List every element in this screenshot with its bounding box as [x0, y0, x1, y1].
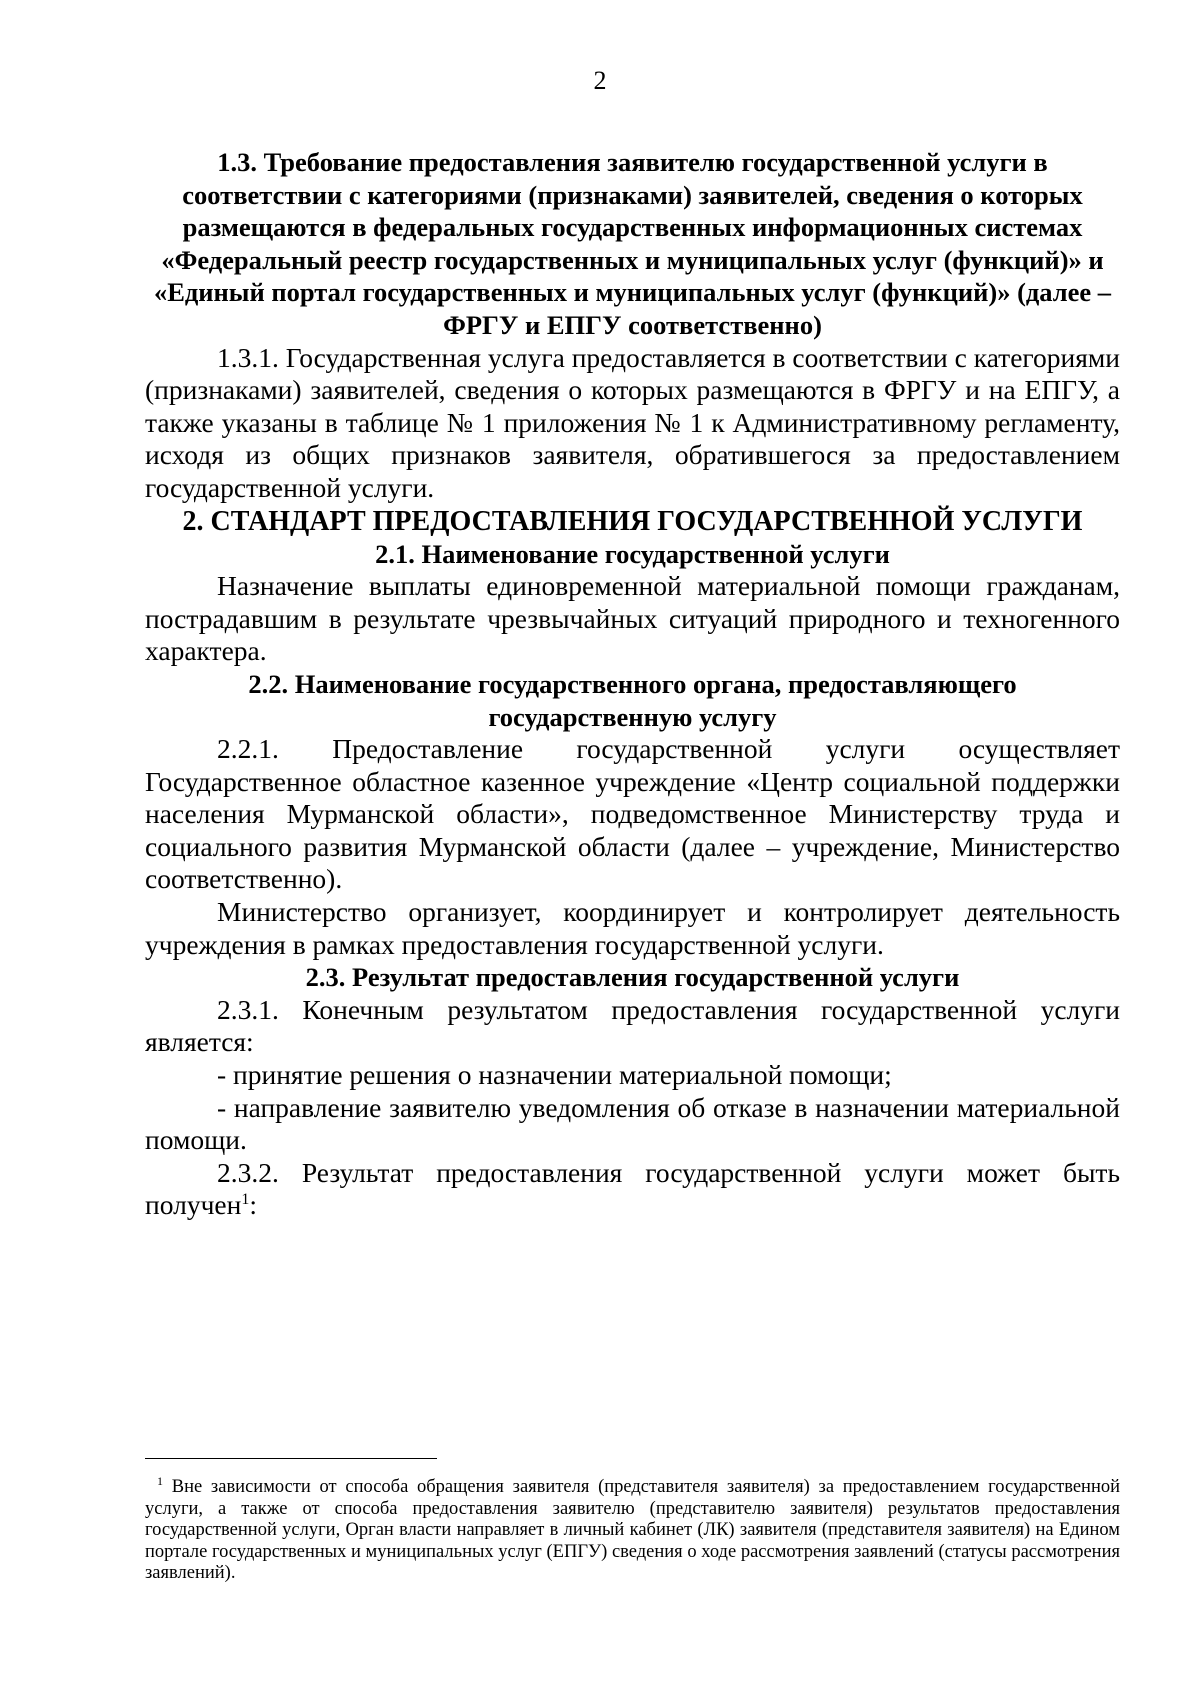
footnote-separator: [145, 1458, 437, 1459]
paragraph-2-3-1: 2.3.1. Конечным результатом предоставления государственной услуги является:: [145, 993, 1120, 1058]
paragraph-2-2-1-continued: Министерство организует, координирует и контролирует деятельность учреждения в рамках предоставления государственной услуги.: [145, 896, 1120, 960]
list-item-decision: - принятие решения о назначении материальной помощи;: [217, 1059, 892, 1091]
paragraph-2-3-2-text: 2.3.2. Результат предоставления государственной услуги может быть получен: [145, 1156, 1120, 1221]
page-content: [145, 146, 1120, 1222]
footnote: [145, 1473, 1120, 1585]
paragraph-2-3-2-end: :: [249, 1189, 257, 1221]
paragraph-2-1: Назначение выплаты единовременной материальной помощи гражданам, пострадавшим в результате чрезвычайных ситуаций природного и техногенного характера.: [145, 570, 1120, 667]
section-2-3-title: 2.3. Результат предоставления государственной услуги: [305, 962, 960, 993]
list-item-refusal-notice: - направление заявителю уведомления об отказе в назначении материальной помощи.: [145, 1091, 1120, 1156]
page-number: 2: [593, 66, 607, 95]
section-2-1-title: 2.1. Наименование государственной услуги: [375, 538, 890, 569]
paragraph-1-3-1: 1.3.1. Государственная услуга предоставляется в соответствии с категориями (признаками) заявителей, сведения о которых размещаются в ФРГУ и на ЕПГУ, а также указаны в таблице № 1 приложения № 1 к Административному регламенту, исходя из общих признаков заявителя, обратившегося за предоставлением государственной услуги.: [145, 341, 1120, 503]
footnote-mark: 1: [157, 1473, 163, 1488]
paragraph-2-3-2: [145, 1157, 1120, 1222]
section-1-3-title: 1.3. Требование предоставления заявителю государственной услуги в соответствии с категориями (признаками) заявителей, сведения о которых размещаются в федеральных государственных информационных системах «Федеральный реестр государственных и муниципальных услуг (функций)» и «Единый портал государственных и муниципальных услуг (функций)» (далее – ФРГУ и ЕПГУ соответственно): [153, 147, 1112, 340]
footnote-text: Вне зависимости от способа обращения заявителя (представителя заявителя) за предоставлением государственной услуги, а также от способа предоставления заявителю (представителю заявителя) результатов предоставления государственной услуги, Орган власти направляет в личный кабинет (ЛК) заявителя (представителя заявителя) на Едином портале государственных и муниципальных услуг (ЕПГУ) сведения о ходе рассмотрения заявлений (статусы рассмотрения заявлений).: [145, 1477, 1120, 1584]
chapter-2-title: 2. СТАНДАРТ ПРЕДОСТАВЛЕНИЯ ГОСУДАРСТВЕННОЙ УСЛУГИ: [182, 505, 1083, 537]
section-2-2-title: 2.2. Наименование государственного органа, предоставляющего государственную услугу: [248, 668, 1017, 732]
paragraph-2-2-1: 2.2.1. Предоставление государственной услуги осуществляет Государственное областное казенное учреждение «Центр социальной поддержки населения Мурманской области», подведомственное Министерству труда и социального развития Мурманской области (далее – учреждение, Министерство соответственно).: [145, 733, 1120, 895]
footnote-reference[interactable]: 1: [241, 1191, 250, 1209]
